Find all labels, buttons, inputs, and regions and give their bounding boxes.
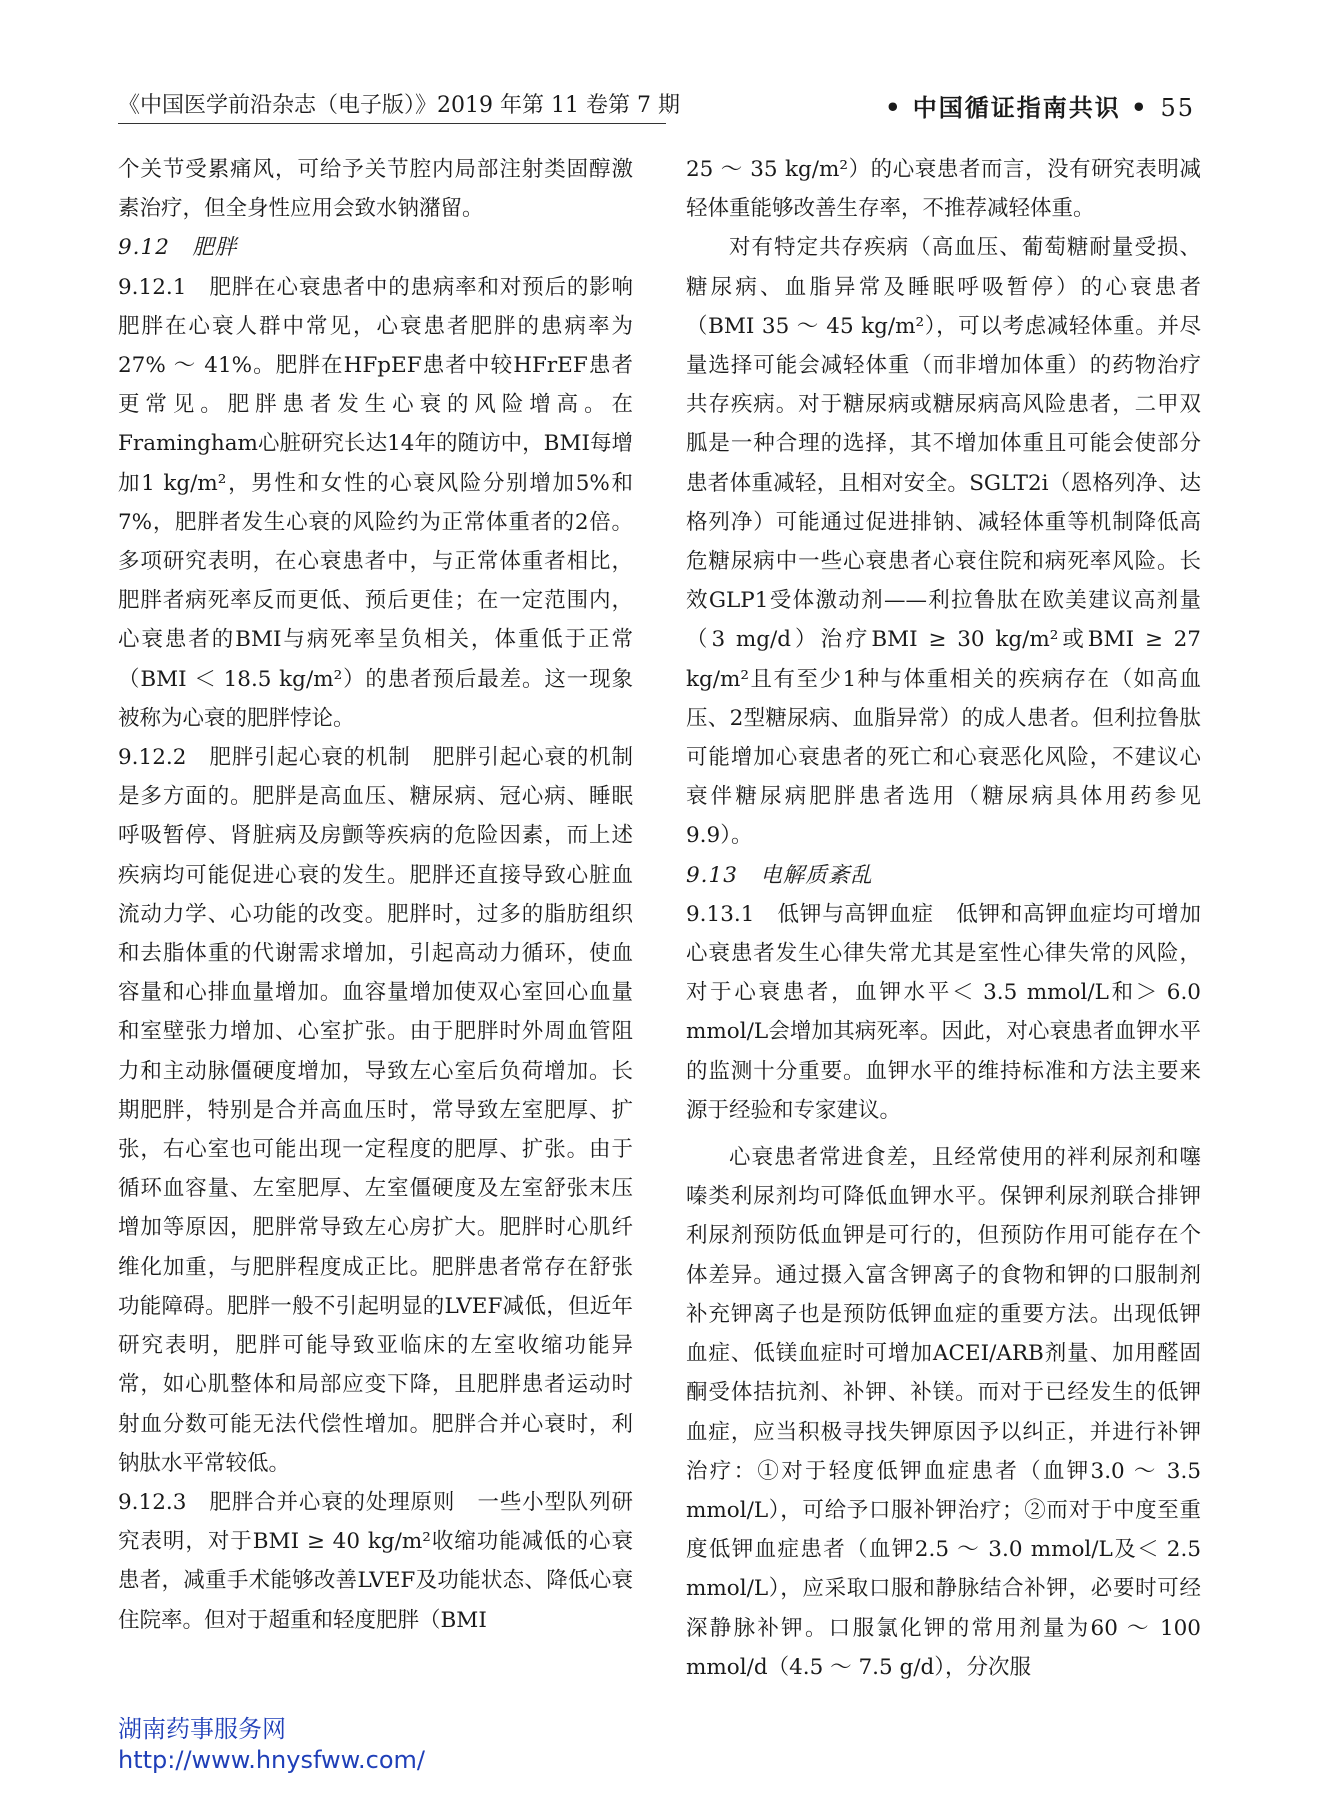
- page-number: 55: [1160, 94, 1195, 122]
- left-column: [118, 150, 655, 1640]
- footer-watermark: [118, 1714, 425, 1776]
- right-column: [686, 150, 1201, 1687]
- paragraph: 25 ～ 35 kg/m²）的心衰患者而言，没有研究表明减轻体重能够改善生存率，不推荐减轻体重。: [686, 157, 1201, 222]
- paragraph: 9.12.2 肥胖引起心衰的机制 肥胖引起心衰的机制是多方面的。肥胖是高血压、糖尿病、冠心病、睡眠呼吸暂停、肾脏病及房颤等疾病的危险因素，而上述疾病均可能促进心衰的发生。肥胖还直接导致心脏血流动力学、心功能的改变。肥胖时，过多的脂肪组织和去脂体重的代谢需求增加，引起高动力循环，使血容量和心排血量增加。血容量增加使双心室回心血量和室壁张力增加、心室扩张。由于肥胖时外周血管阻力和主动脉僵硬度增加，导致左心室后负荷增加。长期肥胖，特别是合并高血压时，常导致左室肥厚、扩张，右心室也可能出现一定程度的肥厚、扩张。由于循环血容量、左室肥厚、左室僵硬度及左室舒张末压增加等原因，肥胖常导致左心房扩大。肥胖时心肌纤维化加重，与肥胖程度成正比。肥胖患者常存在舒张功能障碍。肥胖一般不引起明显的LVEF减低，但近年研究表明，肥胖可能导致亚临床的左室收缩功能异常，如心肌整体和局部应变下降，且肥胖患者运动时射血分数可能无法代偿性增加。肥胖合并心衰时，利钠肽水平常较低。: [118, 745, 633, 1476]
- paragraph-gap: [686, 1130, 1201, 1138]
- header-rule: [118, 123, 666, 124]
- paragraph: 9.12.3 肥胖合并心衰的处理原则 一些小型队列研究表明，对于BMI ≥ 40 kg/m²收缩功能减低的心衰患者，减重手术能够改善LVEF及功能状态、降低心衰住院率。但对于超重和轻度肥胖（BMI: [118, 1489, 633, 1633]
- section-heading: 9.12 肥胖: [118, 235, 238, 261]
- journal-header: 《中国医学前沿杂志（电子版）》2019 年第 11 卷第 7 期: [118, 93, 680, 118]
- site-name: 湖南药事服务网: [118, 1715, 286, 1743]
- paragraph: 9.12.1 肥胖在心衰患者中的患病率和对预后的影响 肥胖在心衰人群中常见，心衰患者肥胖的患病率为27% ～ 41%。肥胖在HFpEF患者中较HFrEF患者更常见。肥胖患者发生心衰的风险增高。在Framingham心脏研究长达14年的随访中，BMI每增加1 kg/m²，男性和女性的心衰风险分别增加5%和7%，肥胖者发生心衰的风险约为正常体重者的2倍。多项研究表明，在心衰患者中，与正常体重者相比，肥胖者病死率反而更低、预后更佳；在一定范围内，心衰患者的BMI与病死率呈负相关，体重低于正常（BMI ＜ 18.5 kg/m²）的患者预后最差。这一现象被称为心衰的肥胖悖论。: [118, 274, 655, 731]
- site-url-link[interactable]: http://www.hnysfww.com/: [118, 1746, 426, 1774]
- section-title: • 中国循证指南共识 •: [885, 93, 1149, 122]
- paragraph: 心衰患者常进食差，且经常使用的袢利尿剂和噻嗪类利尿剂均可降低血钾水平。保钾利尿剂联合排钾利尿剂预防低血钾是可行的，但预防作用可能存在个体差异。通过摄入富含钾离子的食物和钾的口服制剂补充钾离子也是预防低钾血症的重要方法。出现低钾血症、低镁血症时可增加ACEI/ARB剂量、加用醛固酮受体拮抗剂、补钾、补镁。而对于已经发生的低钾血症，应当积极寻找失钾原因予以纠正，并进行补钾治疗：①对于轻度低钾血症患者（血钾3.0 ～ 3.5 mmol/L），可给予口服补钾治疗；②而对于中度至重度低钾血症患者（血钾2.5 ～ 3.0 mmol/L及＜ 2.5 mmol/L），应采取口服和静脉结合补钾，必要时可经深静脉补钾。口服氯化钾的常用剂量为60 ～ 100 mmol/d（4.5 ～ 7.5 g/d），分次服: [686, 1145, 1201, 1680]
- section-heading: 9.13 电解质紊乱: [686, 862, 873, 888]
- paragraph: 对有特定共存疾病（高血压、葡萄糖耐量受损、糖尿病、血脂异常及睡眠呼吸暂停）的心衰患者（BMI 35 ～ 45 kg/m²），可以考虑减轻体重。并尽量选择可能会减轻体重（而非增加体重）的药物治疗共存疾病。对于糖尿病或糖尿病高风险患者，二甲双胍是一种合理的选择，其不增加体重且可能会使部分患者体重减轻，且相对安全。SGLT2i（恩格列净、达格列净）可能通过促进排钠、减轻体重等机制降低高危糖尿病中一些心衰患者心衰住院和病死率风险。长效GLP1受体激动剂——利拉鲁肽在欧美建议高剂量（3 mg/d）治疗BMI ≥ 30 kg/m²或BMI ≥ 27 kg/m²且有至少1种与体重相关的疾病存在（如高血压、2型糖尿病、血脂异常）的成人患者。但利拉鲁肽可能增加心衰患者的死亡和心衰恶化风险，不建议心衰伴糖尿病肥胖患者选用（糖尿病具体用药参见9.9）。: [686, 235, 1201, 849]
- paragraph: 9.13.1 低钾与高钾血症 低钾和高钾血症均可增加心衰患者发生心律失常尤其是室性心律失常的风险，对于心衰患者，血钾水平＜ 3.5 mmol/L和＞ 6.0 mmol/L会增加其病死率。因此，对心衰患者血钾水平的监测十分重要。血钾水平的维持标准和方法主要来源于经验和专家建议。: [686, 901, 1201, 1123]
- paragraph: 个关节受累痛风，可给予关节腔内局部注射类固醇激素治疗，但全身性应用会致水钠潴留。: [118, 157, 633, 222]
- section-header: [885, 88, 1195, 123]
